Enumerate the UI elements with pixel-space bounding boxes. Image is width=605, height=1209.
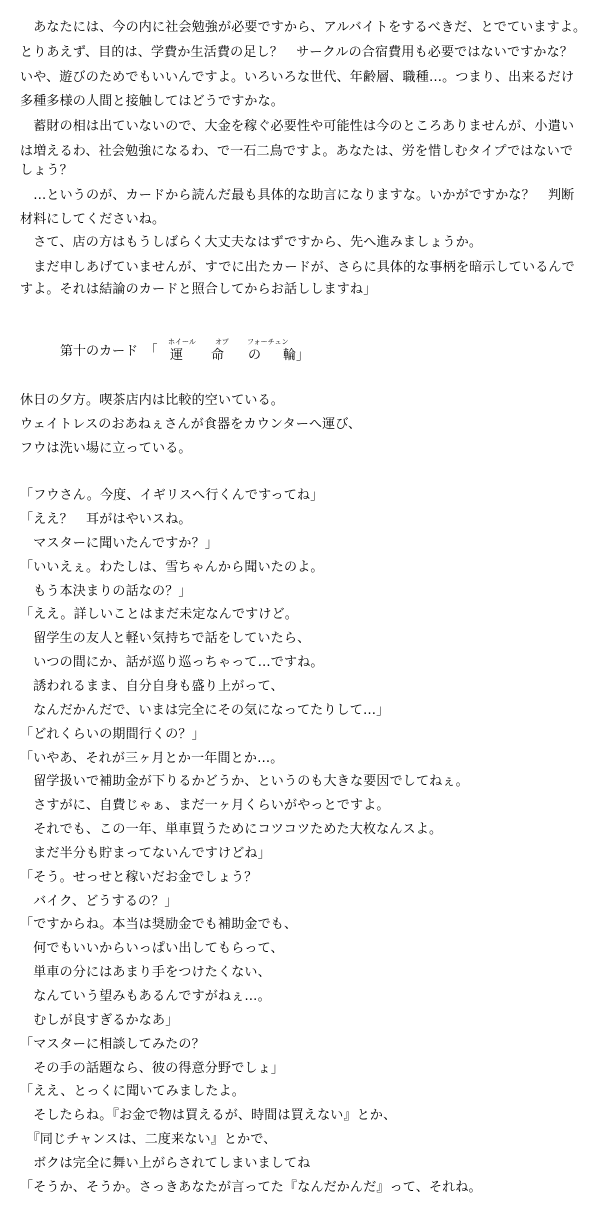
chapter-prefix: 第十のカード 「 (60, 344, 158, 359)
text-line: すよ。それは結論のカードと照合してからお話ししますね」 (20, 282, 377, 297)
scene-line: ウェイトレスのおあねぇさんが食器をカウンターへ運び、 (20, 417, 362, 432)
dialogue-line: 「マスターに相談してみたの？ (20, 1037, 205, 1052)
dialogue-line: なんていう望みもあるんですがねぇ…。 (20, 989, 271, 1004)
heading-char: 命 (211, 348, 225, 363)
text-line: いや、遊びのためでもいいんですよ。いろいろな世代、年齢層、職種…。つまり、出来るだけ (20, 70, 575, 85)
text-line: あなたには、今の内に社会勉強が必要ですから、アルバイトをするべきだ、とでていますよ。 (20, 20, 587, 35)
dialogue-line: まだ半分も貯まってないんですけどね」 (20, 846, 271, 861)
ruby-text: フォーチュン (247, 338, 289, 346)
dialogue-line: いつの間にか、話が巡り巡っちゃって…ですね。 (20, 655, 324, 670)
dialogue-line: 「そうか、そうか。さっきあなたが言ってた『なんだかんだ』って、それね。 (20, 1180, 482, 1195)
text-line: さて、店の方はもうしばらく大丈夫なはずですから、先へ進みましょうか。 (20, 235, 483, 250)
dialogue-line: 留学扱いで補助金が下りるかどうか、というのも大きな要因でしてねぇ。 (20, 774, 469, 789)
dialogue-line: むしが良すぎるかなあ」 (20, 1013, 179, 1028)
dialogue-line: そしたらね。『お金で物は買えるが、時間は買えない』とか、 (20, 1108, 397, 1123)
dialogue-line: 「ですからね。本当は奨励金でも補助金でも、 (20, 917, 298, 932)
dialogue-line: 『同じチャンスは、二度来ない』とかで、 (20, 1132, 277, 1147)
text-line: とりあえず、目的は、学費か生活費の足し？ サークルの合宿費用も必要ではないですかな？ (20, 45, 573, 60)
dialogue-line: 単車の分にはあまり手をつけたくない、 (20, 965, 271, 980)
dialogue-line: 「そう。せっせと稼いだお金でしょう？ (20, 870, 258, 885)
dialogue-line: 留学生の友人と軽い気持ちで話をしていたら、 (20, 631, 311, 646)
text-line: しょう？ (20, 163, 73, 178)
text-line: …というのが、カードから読んだ最も具体的な助言になりますな。いかがですかな？ 判断 (20, 188, 575, 203)
ruby-text: ホイール (168, 338, 196, 346)
dialogue-line: マスターに聞いたんですか？」 (20, 536, 219, 551)
dialogue-line: その手の話題なら、彼の得意分野でしょ」 (20, 1061, 285, 1076)
text-line: まだ申しあげていませんが、すでに出たカードが、さらに具体的な事柄を暗示しているんで (20, 260, 575, 275)
dialogue-line: 「いいえぇ。わたしは、雪ちゃんから聞いたのよ。 (20, 560, 324, 575)
ruby-text: オブ (215, 338, 229, 346)
text-line: 蓄財の相は出ていないので、大金を稼ぐ必要性や可能性は今のところありませんが、小遣い (20, 119, 575, 134)
dialogue-line: 「どれくらいの期間行くの？」 (20, 727, 205, 742)
dialogue-line: もう本決まりの話なの？」 (20, 584, 192, 599)
text-line: 多種多様の人間と接触してはどうですかな。 (20, 94, 285, 109)
dialogue-line: 「ええ、とっくに聞いてみましたよ。 (20, 1084, 245, 1099)
dialogue-line: 誘われるまま、自分自身も盛り上がって、 (20, 679, 284, 694)
scene-line: フウは洗い場に立っている。 (20, 441, 192, 456)
heading-char: 運 (170, 348, 184, 363)
dialogue-line: バイク、どうするの？」 (20, 894, 178, 909)
heading-char: の (248, 348, 262, 363)
dialogue-line: 何でもいいからいっぱい出してもらって、 (20, 941, 284, 956)
heading-char: 輪 (283, 348, 297, 363)
dialogue-line: それでも、この一年、単車買うためにコツコツためた大枚なんスよ。 (20, 822, 443, 837)
dialogue-line: 「ええ？ 耳がはやいスね。 (20, 512, 192, 527)
dialogue-line: ボクは完全に舞い上がらされてしまいましてね (20, 1156, 311, 1171)
scene-line: 休日の夕方。喫茶店内は比較的空いている。 (20, 393, 285, 408)
heading-suffix: 」 (296, 348, 310, 363)
dialogue-line: 「フウさん。今度、イギリスへ行くんですってね」 (20, 488, 324, 503)
dialogue-line: さすがに、自費じゃぁ、まだ一ヶ月くらいがやっとですよ。 (20, 798, 390, 813)
dialogue-line: 「ええ。詳しいことはまだ未定なんですけど。 (20, 607, 298, 622)
text-line: 材料にしてくださいね。 (20, 212, 166, 227)
dialogue-line: なんだかんだで、いまは完全にその気になってたりして…」 (20, 703, 390, 718)
dialogue-line: 「いやあ、それが三ヶ月とか一年間とか…。 (20, 751, 284, 766)
text-line: は増えるわ、社会勉強になるわ、で一石二鳥ですよ。あなたは、労を惜しむタイプではないで (20, 144, 574, 159)
